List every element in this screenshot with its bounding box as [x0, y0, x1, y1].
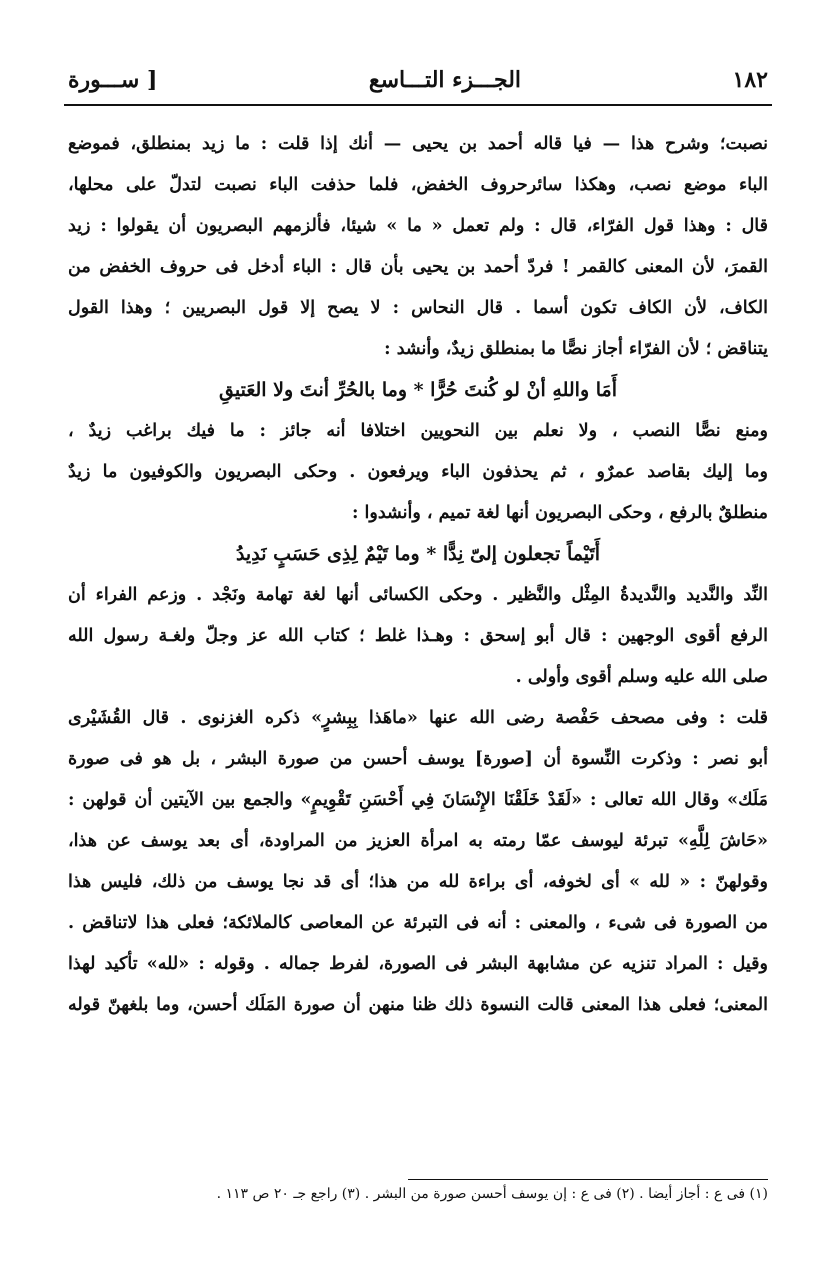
- text-line: قال : وهذا قول الفرّاء، قال : ولم تعمل « ما » شيئا، فألزمهم البصريون أن يقولوا : زيد: [68, 216, 768, 236]
- running-head: [68, 60, 768, 100]
- text-line: يتناقض ؛ لأن الفرّاء أجاز نصًّا ما بمنطلق زيدٌ، وأنشد :: [384, 339, 768, 359]
- text-line: الباء موضع نصب، وهكذا سائرحروف الخفض، فلما حذفت الباء نصبت لتدلّ على محلها،: [68, 175, 768, 195]
- book-page: [68, 52, 768, 1232]
- text-line: من الصورة فى شىء ، والمعنى : أنه فى التبرئة عن المعاصى كالملائكة؛ فعلى هذا لاتناقض .: [68, 913, 768, 933]
- part-title: الجـــزء التـــاسع: [368, 67, 522, 93]
- text-line: مَلَك» وقال الله تعالى : «لَقَدْ خَلَقْنَا الإِنْسَانَ فِي أَحْسَنِ تَقْوِيمٍ» والجمع بين الآيتين أن قولهن :: [68, 790, 768, 810]
- text-line: وقيل : المراد تنزيه عن مشابهة البشر فى الصورة، لفرط جماله . وقوله : «لله» تأكيد لهذا: [68, 954, 768, 974]
- text-line: قلت : وفى مصحف حَفْصة رضى الله عنها «ماهَذا بِبِشرٍ» ذكره الغزنوى . قال القُشَيْرى: [68, 708, 768, 728]
- text-line: نصبت؛ وشرح هذا — فيا قاله أحمد بن يحيى — أنك إذا قلت : ما زيد بمنطلق، فموضع: [68, 134, 768, 154]
- surah-label: [ ســـورة: [68, 67, 158, 93]
- header-rule: [64, 104, 772, 106]
- text-line: أبو نصر : وذكرت النِّسوة أن [صورة] يوسف أحسن من صورة البشر ، بل هو فى صورة: [68, 749, 768, 769]
- text-line: منطلقٌ بالرفع ، وحكى البصريون أنها لغة تميم ، وأنشدوا :: [351, 503, 768, 523]
- text-line: الكاف، لأن الكاف تكون أسما . قال النحاس : لا يصح إلا قول البصريين ؛ وهذا القول: [68, 298, 768, 318]
- text-line: صلى الله عليه وسلم أقوى وأولى .: [515, 667, 768, 687]
- verse-line: أَمَا واللهِ أنْ لو كُنتَ حُرًّا * وما بالحُرِّ أنتَ ولا العَتيقِ: [219, 379, 617, 401]
- text-line: وما إليك بقاصد عمرٌو ، ثم يحذفون الباء ويرفعون . وحكى البصريون والكوفيون ما زيدٌ: [68, 462, 768, 482]
- footnote-rule: [408, 1179, 768, 1180]
- text-line: القمرَ، لأن المعنى كالقمر ! فردّ أحمد بن يحيى بأن قال : الباء أدخل فى حروف الخفض من: [68, 257, 768, 277]
- text-line: النِّد والنَّديد والنَّديدةُ المِثْل والنَّظير . وحكى الكسائى أنها لغة تهامة ونَجْد . وزعم الفراء أن: [68, 585, 768, 605]
- page-number: ١٨٢: [732, 67, 768, 93]
- text-line: الرفع أقوى الوجهين : قال أبو إسحق : وهـذا غلط ؛ كتاب الله عز وجلّ ولغـة رسول الله: [68, 626, 768, 646]
- footnotes: (١) فى ع : أجاز أيضا . (٢) فى ع : إن يوسف أحسن صورة من البشر . (٣) راجع جـ ٢٠ ص ١١٣ .: [216, 1186, 768, 1202]
- body-text: [68, 124, 768, 1026]
- verse-line: أَتَيْماً تجعلون إلىّ نِدًّا * وما تَيْمٌ لِذِى حَسَبٍ نَدِيدُ: [235, 543, 601, 565]
- text-line: ومنع نصًّا النصب ، ولا نعلم بين النحويين اختلافا أنه جائز : ما فيك براغب زيدٌ ،: [68, 421, 768, 441]
- text-line: «حَاشَ لِلَّهِ» تبرئة ليوسف عمّا رمته به امرأة العزيز من المراودة، أى بعد يوسف عن هذا،: [68, 831, 768, 851]
- text-line: المعنى؛ فعلى هذا المعنى قالت النسوة ذلك ظنا منهن أن صورة المَلَك أحسن، وما بلغهنّ قوله: [68, 995, 768, 1015]
- text-line: وقولهنّ : « لله » أى لخوفه، أى براءة لله من هذا؛ أى قد نجا يوسف من ذلك، فليس هذا: [68, 872, 768, 892]
